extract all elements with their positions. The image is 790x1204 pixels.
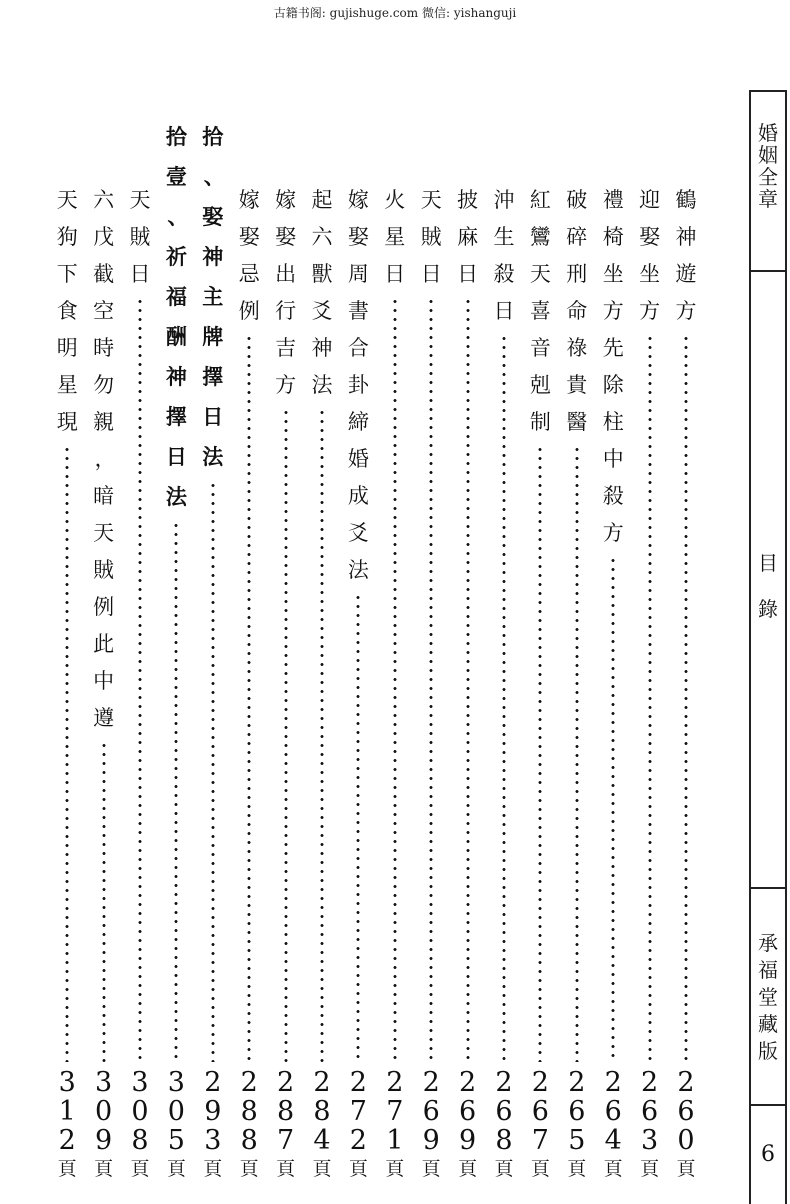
publisher-label: 承 福 堂 藏 版	[758, 931, 778, 1063]
leader-dots	[538, 445, 542, 1062]
toc-entry-title: 拾 壹 、 祈 福 酬 神 擇 日 法	[165, 124, 189, 509]
toc-entry-page: 2 7 2 頁	[345, 1068, 371, 1180]
page-suffix: 頁	[640, 1158, 660, 1180]
toc-entry-title: 沖 生 殺 日	[493, 188, 515, 323]
toc-entry-page: 2 6 8 頁	[491, 1068, 517, 1180]
page-suffix: 頁	[676, 1158, 696, 1180]
toc-entry-title: 天 賊 日	[129, 188, 151, 286]
toc-entry-title: 破 碎 刑 命 祿 貴 醫	[566, 188, 588, 434]
toc-entry-page: 2 6 7 頁	[527, 1068, 553, 1180]
page-number: 6	[761, 1142, 775, 1167]
page-suffix: 頁	[385, 1158, 405, 1180]
leader-dots	[284, 408, 288, 1062]
toc-entry-title: 六 戊 截 空 時 勿 親 ， 暗 天 賊 例 此 中 遵	[93, 188, 116, 730]
toc-entry-title: 披 麻 日	[457, 188, 479, 286]
leader-dots	[429, 297, 433, 1062]
page-suffix: 頁	[239, 1158, 259, 1180]
toc-entry-page: 2 8 4 頁	[309, 1068, 335, 1180]
toc-entry-page: 3 1 2 頁	[54, 1068, 80, 1180]
toc-entry-page: 3 0 8 頁	[127, 1068, 153, 1180]
leader-dots	[174, 521, 178, 1062]
page-suffix: 頁	[166, 1158, 186, 1180]
toc-entry-title: 鶴 神 遊 方	[675, 188, 697, 323]
page-suffix: 頁	[130, 1158, 150, 1180]
toc-entry-page: 2 8 7 頁	[273, 1068, 299, 1180]
toc-entry-title: 天 狗 下 食 明 星 現	[56, 188, 78, 434]
toc-entry-title: 嫁 娶 忌 例	[238, 188, 260, 323]
toc-entry-page: 2 6 4 頁	[600, 1068, 626, 1180]
toc-entry-page: 2 6 9 頁	[418, 1068, 444, 1180]
toc-entry-title: 火 星 日	[384, 188, 406, 286]
page-suffix: 頁	[603, 1158, 623, 1180]
toc-entry-page: 2 9 3 頁	[200, 1068, 226, 1180]
toc-entry-title: 禮 椅 坐 方 先 除 柱 中 殺 方	[602, 188, 624, 545]
leader-dots	[575, 445, 579, 1062]
page-suffix: 頁	[203, 1158, 223, 1180]
toc-entry-title: 拾 、 娶 神 主 牌 擇 日 法	[202, 124, 225, 469]
leader-dots	[211, 481, 215, 1062]
side-divider	[751, 887, 785, 889]
page-suffix: 頁	[567, 1158, 587, 1180]
page-suffix: 頁	[94, 1158, 114, 1180]
side-margin-panel	[749, 90, 787, 1204]
leader-dots	[138, 297, 142, 1062]
page-suffix: 頁	[276, 1158, 296, 1180]
page-suffix: 頁	[530, 1158, 550, 1180]
leader-dots	[393, 297, 397, 1062]
page-suffix: 頁	[458, 1158, 478, 1180]
page-suffix: 頁	[421, 1158, 441, 1180]
toc-entry-page: 3 0 5 頁	[163, 1068, 189, 1180]
toc-entry-page: 3 0 9 頁	[91, 1068, 117, 1180]
toc-entry-title: 嫁 娶 周 書 合 卦 締 婚 成 爻 法	[347, 188, 369, 582]
page-suffix: 頁	[348, 1158, 368, 1180]
toc-entry-page: 2 6 5 頁	[564, 1068, 590, 1180]
toc-entry-page: 2 6 0 頁	[673, 1068, 699, 1180]
watermark-text: 古籍书阁: gujishuge.com 微信: yishanguji	[273, 6, 517, 20]
toc-entry-page: 2 6 9 頁	[455, 1068, 481, 1180]
leader-dots	[684, 334, 688, 1062]
leader-dots	[466, 297, 470, 1062]
leader-dots	[611, 556, 615, 1062]
book-title: 婚 姻 全 章	[758, 121, 778, 211]
toc-entry-page: 2 7 1 頁	[382, 1068, 408, 1180]
page-suffix: 頁	[57, 1158, 77, 1180]
toc-entry-title: 起 六 獸 爻 神 法	[311, 188, 333, 397]
toc-entry-title: 天 賊 日	[420, 188, 442, 286]
page-suffix: 頁	[312, 1158, 332, 1180]
side-divider	[751, 1104, 785, 1106]
leader-dots	[320, 408, 324, 1062]
section-label: 目 錄	[758, 551, 778, 621]
leader-dots	[648, 334, 652, 1062]
leader-dots	[247, 334, 251, 1062]
toc-entry-title: 迎 娶 坐 方	[639, 188, 661, 323]
leader-dots	[65, 445, 69, 1062]
leader-dots	[502, 334, 506, 1062]
toc-entry-page: 2 8 8 頁	[236, 1068, 262, 1180]
toc-entry-page: 2 6 3 頁	[637, 1068, 663, 1180]
leader-dots	[102, 741, 106, 1062]
toc-entry-title: 嫁 娶 出 行 吉 方	[275, 188, 297, 397]
leader-dots	[356, 593, 360, 1062]
toc-entry-title: 紅 鸞 天 喜 音 剋 制	[529, 188, 551, 434]
side-divider	[751, 270, 785, 272]
page-suffix: 頁	[494, 1158, 514, 1180]
